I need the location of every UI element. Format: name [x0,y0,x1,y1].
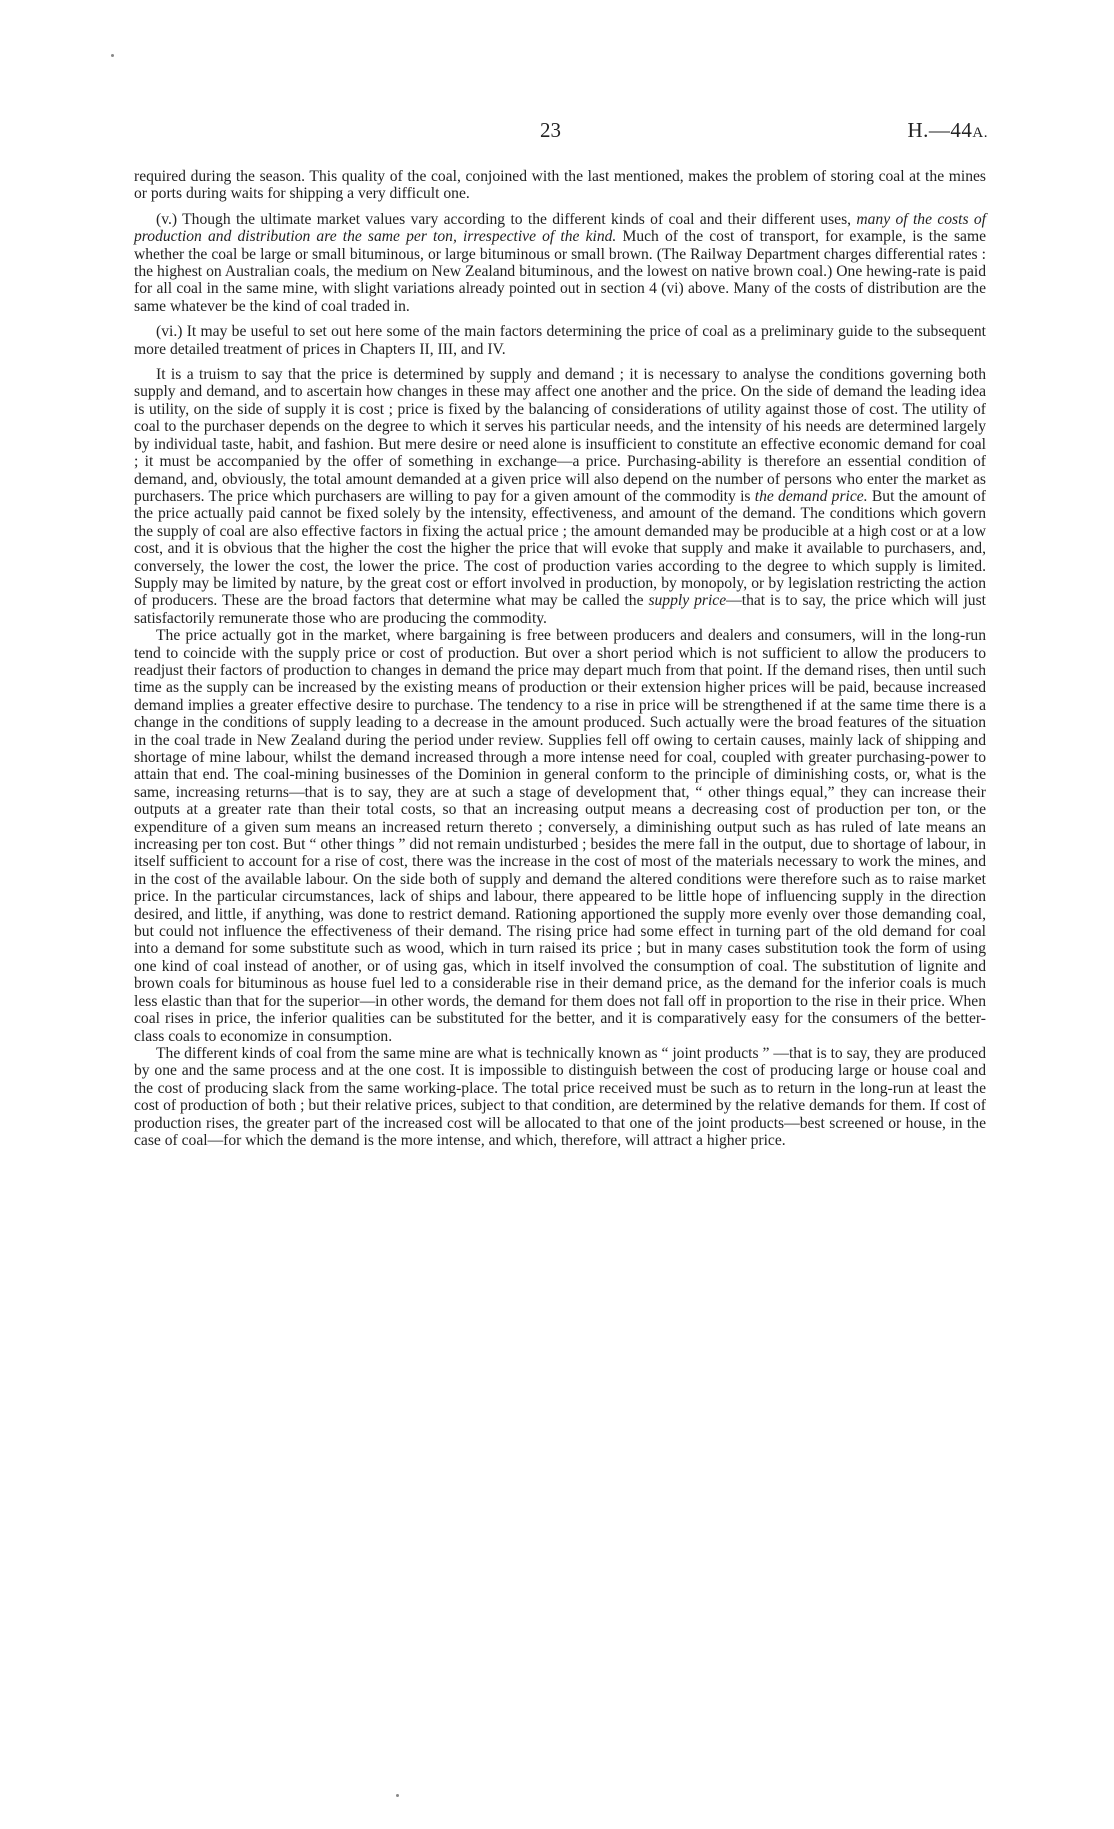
paragraph-emphasis: the demand price. [754,487,868,505]
paragraph-text: —that is to say, the price which will just satisfactorily remunerate those who are producing the commodity. [134,592,986,627]
paragraph-text: It is a truism to say that the price is determined by supply and demand ; it is necessary to analyse the conditions governing both supply and demand, and to ascertain how changes in these may affect one another and the price. On the side of demand the leading idea is utility, on the side of supply it is cost ; price is fixed by the balancing of considerations of utility against those of cost. The utility of coal to the purchaser depends on the degree to which it serves his particular needs, and the intensity of his needs are determined largely by individual taste, habit, and fashion. But mere desire or need alone is insufficient to constitute an effective economic demand for coal ; it must be accompanied by the offer of something in exchange—a price. Purchasing-ability is therefore an essential condition of demand, and, obviously, the total amount demanded at a given price will also depend on the number of persons who enter the market as purchasers. The price which purchasers are willing to pay for a given amount of the commodity is [134,366,986,505]
document-reference [907,118,988,143]
paragraph-text: But the amount of the price actually paid cannot be fixed solely by the intensity, effectiveness, and amount of the demand. The conditions which govern the supply of coal are also effective factors in fixing the actual price ; the amount demanded may be producible at a high cost or at a low cost, and it is obvious that the higher the cost the higher the price that will evoke that supply and make it available to purchasers, and, conversely, the lower the cost, the lower the price. The cost of production varies according to the degree to which supply is limited. Supply may be limited by nature, by the great cost or effort involved in production, by monopoly, or by legislation restricting the action of producers. These are the broad factors that determine what may be called the [134,487,986,610]
paragraph-emphasis: supply price [648,592,727,610]
paragraph-emphasis: many of the costs of production and distribution are the same per ton, irrespective of the kind. [134,210,986,246]
paragraph-section-v [134,211,986,315]
paragraph-continuation: required during the season. This quality of the coal, conjoined with the last mentioned, makes the problem of storing coal at the mines or ports during waits for shipping a very difficult one. [134,168,986,203]
paragraph-market-price: The price actually got in the market, where bargaining is free between producers and dealers and consumers, will in the long-run tend to coincide with the supply price or cost of production. But over a short period which is not sufficient to allow the producers to readjust their factors of production to changes in demand the price may depart much from that point. If the demand rises, then until such time as the supply can be increased by the existing means of production or their extension higher prices will be paid, because increased demand implies a greater effective desire to purchase. The tendency to a rise in price will be strengthened if at the same time there is a change in the conditions of supply leading to a decrease in the amount produced. Such actually were the broad features of the situation in the coal trade in New Zealand during the period under review. Supplies fell off owing to certain causes, mainly lack of shipping and shortage of mine labour, whilst the demand increased through a more intense need for coal, coupled with greater purchasing-power to attain that end. The coal-mining businesses of the Dominion in general conform to the principle of diminishing costs, or, what is the same, increasing returns—that is to say, they are at such a stage of development that, “ other things equal,” they can increase their outputs at a greater rate than their total costs, so that an increasing output means a decreasing cost of production per ton, or the expenditure of a given sum means an increased return thereto ; conversely, a diminishing output such as has ruled of late means an increasing per ton cost. But “ other things ” did not remain undisturbed ; besides the mere fall in the output, due to shortage of labour, in itself sufficient to account for a rise of cost, there was the increase in the cost of most of the materials necessary to work the mines, and in the cost of the available labour. On the side both of supply and demand the altered conditions were therefore such as to raise market price. In the particular circumstances, lack of ships and labour, there appeared to be little hope of influencing supply in the direction desired, and little, if anything, was done to restrict demand. Rationing apportioned the supply more evenly over those demanding coal, but could not influence the effectiveness of their demand. The rising price had some effect in turning part of the old demand for coal into a demand for some substitute such as wood, which in turn raised its price ; but in many cases substitution took the form of using one kind of coal instead of another, or of using gas, which in itself involved the consumption of coal. The substitution of lignite and brown coals for bituminous as house fuel led to a considerable rise in their demand price, as the demand for the inferior coals is much less elastic than that for the superior—in other words, the demand for them does not fall off in proportion to the rise in their price. When coal rises in price, the inferior qualities can be substituted for the better, and it is comparatively easy for the consumers of the better-class coals to economize in consumption. [134,627,986,1045]
paragraph-section-vi: (vi.) It may be useful to set out here some of the main factors determining the price of coal as a preliminary guide to the subsequent more detailed treatment of prices in Chapters II, III, and IV. [134,323,986,358]
page-header [0,118,1114,148]
scan-speck [111,54,114,57]
document-reference-main: H.—44 [907,118,973,142]
paragraph-text: Much of the cost of transport, for example, is the same whether the coal be large or small bituminous, or large bituminous or small brown. (The Railway Department charges differential rates : the highest on Australian coals, the medium on New Zealand bituminous, and the lowest on native brown coal.) One hewing-rate is paid for all coal in the same mine, with slight variations already pointed out in section 4 (vi) above. Many of the costs of distribution are the same whatever be the kind of coal traded in. [134,228,986,315]
page-number: 23 [540,118,561,142]
scan-speck [396,1794,399,1797]
paragraph-text: (v.) Though the ultimate market values vary according to the different kinds of coal and their different uses, [156,210,857,228]
document-reference-suffix: A. [972,125,988,141]
body-text [134,168,986,1157]
paragraph-supply-demand [134,366,986,627]
paragraph-joint-products: The different kinds of coal from the same mine are what is technically known as “ joint products ” —that is to say, they are produced by one and the same process and at the one cost. It is impossible to distinguish between the cost of producing large or house coal and the cost of producing slack from the same working-place. The total price received must be such as to return in the long-run at least the cost of production of both ; but their relative prices, subject to that condition, are determined by the relative demands for them. If cost of production rises, the greater part of the increased cost will be allocated to that one of the joint products—best screened or house, in the case of coal—for which the demand is the more intense, and which, therefore, will attract a higher price. [134,1044,986,1149]
